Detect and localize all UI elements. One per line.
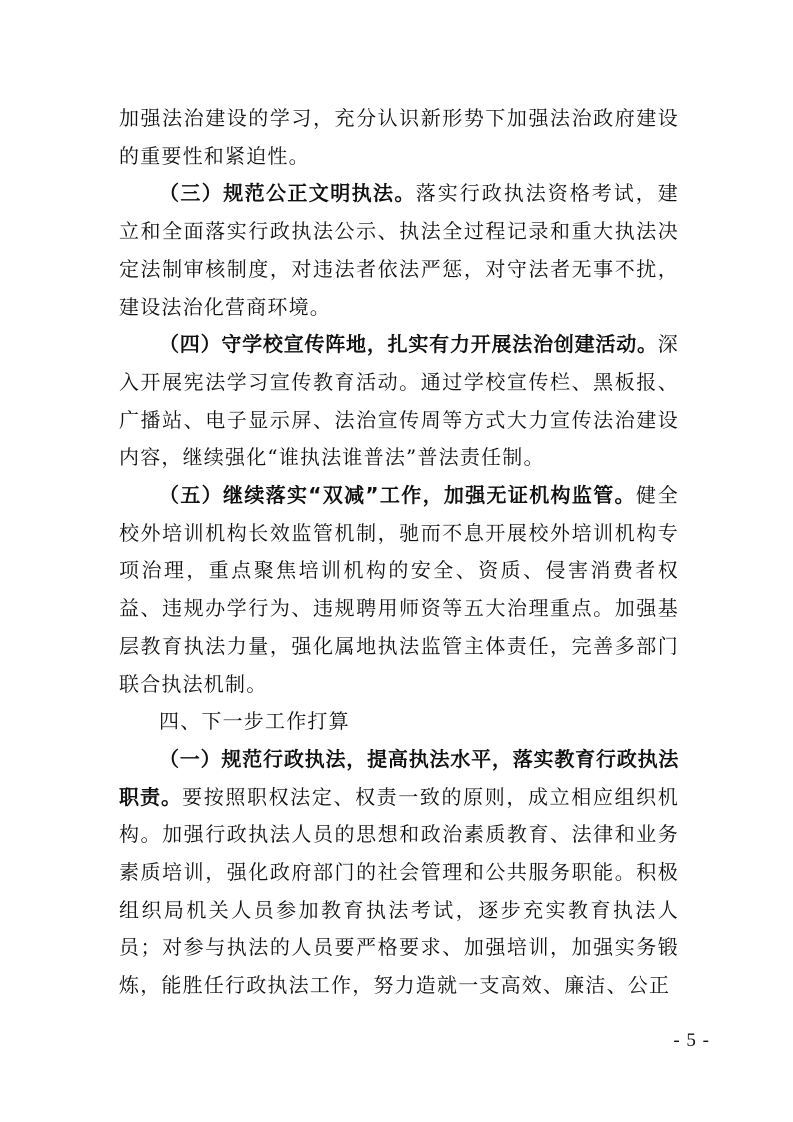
section-heading: 四、下一步工作打算	[159, 709, 350, 734]
paragraph-lead: （三）规范公正文明执法。	[159, 181, 416, 206]
page-number: - 5 -	[673, 1030, 710, 1051]
paragraph-standard-enforcement	[119, 175, 679, 326]
paragraph-text: 要按照职权法定、权责一致的原则，成立相应组织机构。加强行政执法人员的思想和政治素质教育、法律和业务素质培训，强化政府部门的社会管理和公共服务职能。积极组织局机关人员参加教育执法考试，逐步充实教育执法人员；对参与执法的人员要严格要求、加强培训，加强实务锻炼，能胜任行政执法工作，努力造就一支高效、廉洁、公正	[119, 784, 679, 998]
paragraph-double-reduction	[119, 477, 679, 703]
paragraph-lead: （一）规范行政执法，提高执法水平，落实教育行政执法职责。	[119, 746, 679, 809]
paragraph-lead: （五）继续落实“双减”工作，加强无证机构监管。	[159, 483, 636, 508]
paragraph-continued	[119, 100, 679, 175]
paragraph-text: 落实行政执法资格考试，建立和全面落实行政执法公示、执法全过程记录和重大执法决定法制审核制度，对违法者依法严惩，对守法者无事不扰，建设法治化营商环境。	[119, 181, 679, 319]
document-body	[119, 100, 679, 1005]
paragraph-school-publicity	[119, 326, 679, 477]
paragraph-next-steps	[119, 741, 679, 1005]
paragraph-text: 加强法治建设的学习，充分认识新形势下加强法治政府建设的重要性和紧迫性。	[119, 106, 679, 168]
paragraph-text: 深入开展宪法学习宣传教育活动。通过学校宣传栏、黑板报、广播站、电子显示屏、法治宣传周等方式大力宣传法治建设内容，继续强化“谁执法谁普法”普法责任制。	[119, 332, 679, 470]
paragraph-text: 健全校外培训机构长效监管机制，驰而不息开展校外培训机构专项治理，重点聚焦培训机构的安全、资质、侵害消费者权益、违规办学行为、违规聘用师资等五大治理重点。加强基层教育执法力量，强化属地执法监管主体责任，完善多部门联合执法机制。	[119, 483, 679, 696]
paragraph-lead: （四）守学校宣传阵地，扎实有力开展法治创建活动。	[159, 332, 658, 357]
